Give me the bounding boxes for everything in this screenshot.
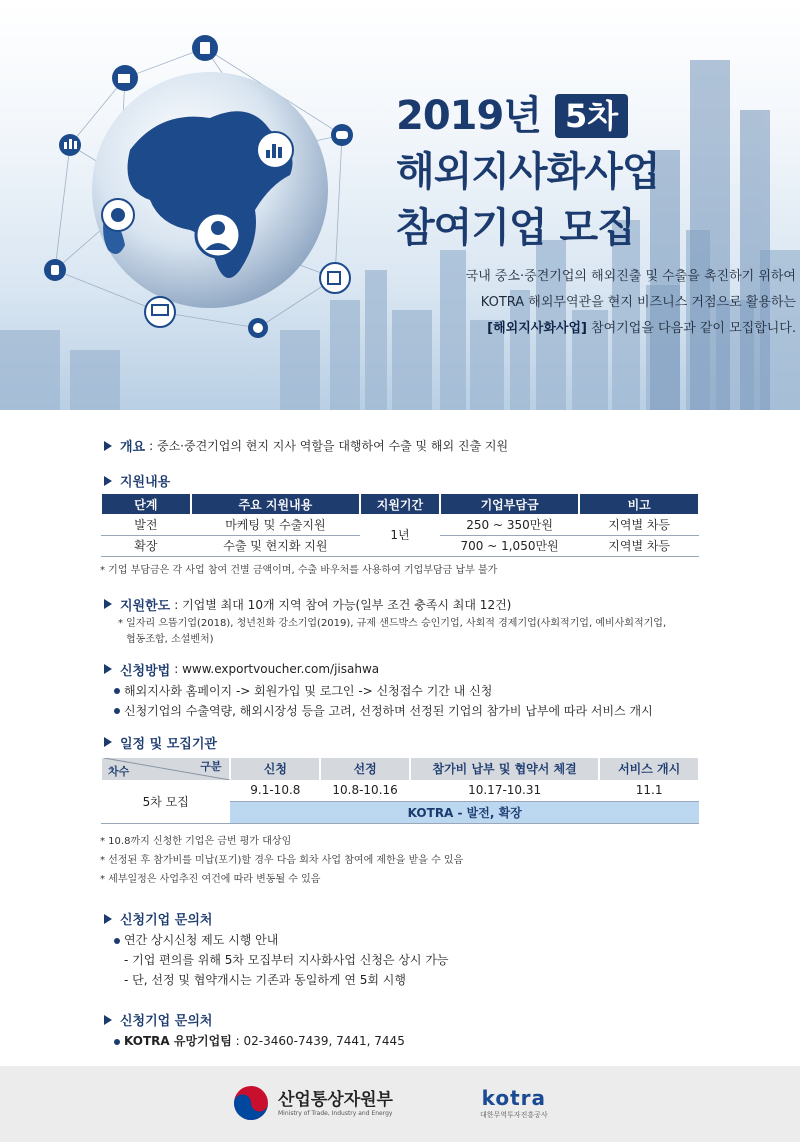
- schedule-note: * 선정된 후 참가비를 미납(포기)할 경우 다음 회차 사업 참여에 제한을 받을 수 있음: [100, 855, 464, 866]
- triangle-bullet-icon: [104, 914, 112, 924]
- col-header-payment: 참가비 납부 및 협약서 체결: [410, 758, 599, 780]
- cell-note: 지역별 차등: [579, 535, 699, 556]
- section-inquiry-1: [100, 909, 700, 928]
- hero-banner: [0, 0, 800, 410]
- table-row: [101, 780, 699, 802]
- intro-line-3-rest: 참여기업을 다음과 같이 모집합니다.: [586, 321, 796, 336]
- bullet-dot-icon: [114, 708, 120, 714]
- inquiry-1-bullet-text: 연간 상시신청 제도 시행 안내: [124, 933, 279, 947]
- support-table: [100, 494, 700, 557]
- inquiry-1-sub-2: - 단, 선정 및 협약개시는 기존과 동일하게 연 5회 시행: [124, 973, 406, 987]
- cell-apply-date: 9.1-10.8: [230, 780, 320, 802]
- table-row: [101, 514, 699, 535]
- cell-agency: KOTRA - 발전, 확장: [230, 802, 699, 824]
- cell-content: 수출 및 현지화 지원: [191, 535, 360, 556]
- apply-bullet-1: [100, 681, 700, 701]
- limit-text: : 기업별 최대 10개 지역 참여 가능(일부 조건 충족시 최대 12건): [174, 597, 512, 612]
- cell-cost: 700 ~ 1,050만원: [440, 535, 580, 556]
- cell-service-date: 11.1: [599, 780, 699, 802]
- inquiry-2-bullet: [100, 1031, 700, 1051]
- cell-stage: 확장: [101, 535, 191, 556]
- cell-cost: 250 ~ 350만원: [440, 514, 580, 535]
- triangle-bullet-icon: [104, 664, 112, 674]
- support-footnote: * 기업 부담금은 각 사업 참여 건별 금액이며, 수출 바우처를 사용하여 기업부담금 납부 불가: [100, 564, 498, 576]
- triangle-bullet-icon: [104, 737, 112, 747]
- triangle-bullet-icon: [104, 441, 112, 451]
- triangle-bullet-icon: [104, 599, 112, 609]
- taegeuk-emblem-icon: [232, 1084, 270, 1122]
- schedule-label: 일정 및 모집기관: [120, 736, 217, 752]
- hero-title-block: [396, 88, 796, 256]
- intro-line-2: KOTRA 해외무역관을 현지 비즈니스 거점으로 활용하는: [480, 295, 796, 310]
- overview-label: 개요: [120, 440, 146, 455]
- schedule-note: * 세부일정은 사업추진 여건에 따라 변동될 수 있음: [100, 874, 321, 885]
- triangle-bullet-icon: [104, 476, 112, 486]
- schedule-table-header: [101, 758, 699, 780]
- inquiry-1-sub-1: - 기업 편의를 위해 5차 모집부터 지사화사업 신청은 상시 가능: [124, 953, 449, 967]
- support-table-header: [101, 494, 699, 514]
- kotra-logo: [480, 1086, 548, 1120]
- section-schedule: [100, 733, 700, 752]
- title-program: 해외지사화사업: [396, 149, 660, 195]
- kotra-wordmark: kotra: [481, 1086, 547, 1110]
- limit-note-line-2: 협동조합, 소셜벤처): [126, 633, 214, 645]
- corner-bottom-label: 차수: [108, 764, 130, 778]
- ministry-english-name: Ministry of Trade, Industry and Energy: [278, 1109, 393, 1117]
- intro-line-1: 국내 중소·중견기업의 해외진출 및 수출을 촉진하기 위하여: [465, 269, 796, 284]
- main-content: [100, 436, 700, 1051]
- triangle-bullet-icon: [104, 1015, 112, 1025]
- schedule-note: * 10.8까지 신청한 기업은 금번 평가 대상임: [100, 836, 292, 847]
- cell-content: 마케팅 및 수출지원: [191, 514, 360, 535]
- cell-round: 5차 모집: [101, 780, 230, 824]
- apply-url[interactable]: : www.exportvoucher.com/jisahwa: [174, 662, 380, 676]
- col-header-service: 서비스 개시: [599, 758, 699, 780]
- contact-team-name: KOTRA 유망기업팀: [124, 1034, 232, 1048]
- limit-note-line-1: * 일자리 으뜸기업(2018), 청년친화 강소기업(2019), 규제 샌드박스 승인기업, 사회적 경제기업(사회적기업, 예비사회적기업,: [118, 617, 667, 629]
- intro-program-name: [해외지사화사업]: [487, 321, 587, 336]
- overview-text: : 중소·중견기업의 현지 지사 역할을 대행하여 수출 및 해외 진출 지원: [149, 439, 509, 453]
- schedule-table: [100, 758, 700, 825]
- cell-payment-date: 10.17-10.31: [410, 780, 599, 802]
- section-limit: [100, 595, 700, 614]
- inquiry-2-label: 신청기업 문의처: [120, 1014, 213, 1029]
- round-badge: 5차: [555, 94, 628, 138]
- footer: [0, 1066, 800, 1142]
- hero-intro-text: [340, 264, 796, 342]
- bullet-dot-icon: [114, 688, 120, 694]
- col-header-stage: 단계: [101, 494, 191, 514]
- col-header-cost: 기업부담금: [440, 494, 580, 514]
- col-header-corner: [101, 758, 230, 780]
- section-inquiry-2: [100, 1010, 700, 1029]
- support-label: 지원내용: [120, 475, 171, 490]
- cell-period: 1년: [360, 514, 440, 556]
- bullet-dot-icon: [114, 1039, 120, 1045]
- inquiry-1-bullet: [100, 930, 700, 950]
- kotra-korean-name: 대한무역투자진흥공사: [480, 1111, 548, 1119]
- cell-stage: 발전: [101, 514, 191, 535]
- apply-bullet-1-text: 해외지사화 홈페이지 -> 회원가입 및 로그인 -> 신청접수 기간 내 신청: [124, 683, 493, 698]
- section-apply: [100, 660, 700, 679]
- ministry-logo: [232, 1084, 393, 1122]
- col-header-period: 지원기간: [360, 494, 440, 514]
- apply-label: 신청방법: [120, 663, 171, 679]
- col-header-note: 비고: [579, 494, 699, 514]
- col-header-content: 주요 지원내용: [191, 494, 360, 514]
- corner-top-label: 구분: [200, 759, 222, 773]
- title-year: 2019년: [396, 93, 541, 139]
- col-header-apply: 신청: [230, 758, 320, 780]
- limit-label: 지원한도: [120, 598, 171, 614]
- contact-phone: : 02-3460-7439, 7441, 7445: [231, 1034, 405, 1048]
- cell-select-date: 10.8-10.16: [320, 780, 410, 802]
- col-header-select: 선정: [320, 758, 410, 780]
- title-recruit: 참여기업 모집: [396, 205, 635, 251]
- bullet-dot-icon: [114, 938, 120, 944]
- intro-line-3: [340, 316, 796, 342]
- ministry-name: 산업통상자원부: [278, 1089, 393, 1110]
- schedule-notes: [100, 832, 700, 889]
- cell-note: 지역별 차등: [579, 514, 699, 535]
- apply-bullet-2: [100, 701, 700, 721]
- section-overview: [100, 436, 700, 455]
- section-support: [100, 471, 700, 490]
- apply-bullet-2-text: 신청기업의 수출역량, 해외시장성 등을 고려, 선정하며 선정된 기업의 참가비 납부에 따라 서비스 개시: [124, 703, 653, 718]
- inquiry-1-label: 신청기업 문의처: [120, 913, 213, 928]
